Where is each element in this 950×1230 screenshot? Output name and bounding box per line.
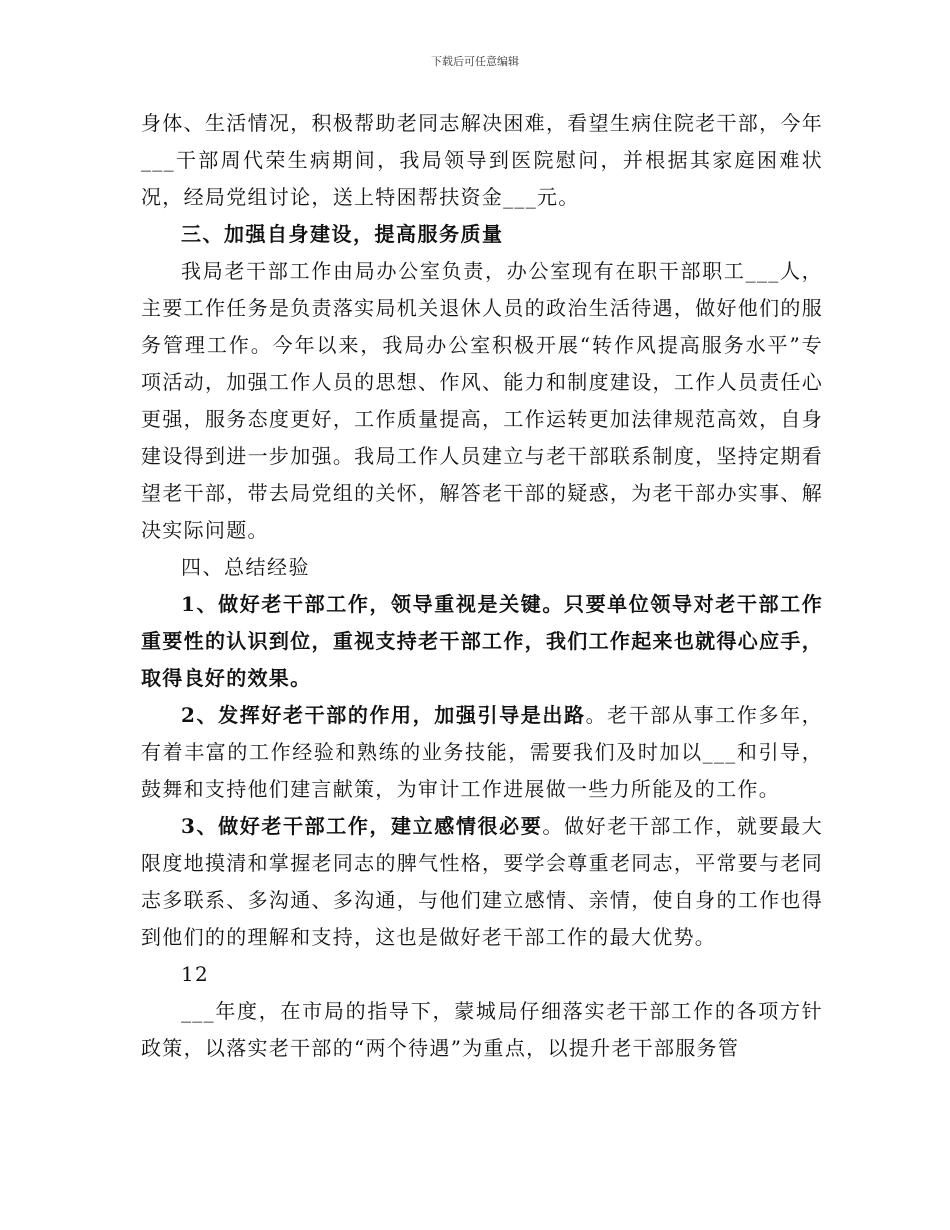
paragraph-annual-summary: ___年度，在市局的指导下，蒙城局仔细落实老干部工作的各项方针政策，以落实老干部的“两个待遇”为重点，以提升老干部服务管 <box>141 999 823 1060</box>
experience-item-3 <box>141 808 823 956</box>
experience-item-2-body: 。老干部从事工作多年，有着丰富的工作经验和熟练的业务技能，需要我们及时加以___和引导，鼓舞和支持他们建言献策，为审计工作进展做一些力所能及的工作。 <box>141 703 823 801</box>
paragraph-continuation: 身体、生活情况，积极帮助老同志解决困难，看望生病住院老干部，今年___干部周代荣生病期间，我局领导到医院慰问，并根据其家庭困难状况，经局党组讨论，送上特困帮扶资金___元。 <box>141 111 823 209</box>
document-body <box>141 105 823 1067</box>
experience-item-3-body: 。做好老干部工作，就要最大限度地摸清和掌握老同志的脾气性格，要学会尊重老同志，平常要与老同志多联系、多沟通、多沟通，与他们建立感情、亲情，使自身的工作也得到他们的的理解和支持，这也是做好老干部工作的最大优势。 <box>141 814 823 949</box>
page-header-caption: 下载后可任意编辑 <box>431 55 519 68</box>
section-heading-4: 四、总结经验 <box>181 555 310 579</box>
experience-item-1: 1、做好老干部工作，领导重视是关键。只要单位领导对老干部工作重要性的认识到位，重视支持老干部工作，我们工作起来也就得心应手，取得良好的效果。 <box>141 592 823 690</box>
experience-item-2 <box>141 697 823 808</box>
section-number: 12 <box>181 962 210 986</box>
paragraph-self-construction: 我局老干部工作由局办公室负责，办公室现有在职干部职工___人，主要工作任务是负责落实局机关退休人员的政治生活待遇，做好他们的服务管理工作。今年以来，我局办公室积极开展“转作风提高服务水平”专项活动，加强工作人员的思想、作风、能力和制度建设，工作人员责任心更强，服务态度更好，工作质量提高，工作运转更加法律规范高效，自身建设得到进一步加强。我局工作人员建立与老干部联系制度，坚持定期看望老干部，带去局党组的关怀，解答老干部的疑惑，为老干部办实事、解决实际问题。 <box>141 259 823 542</box>
experience-item-3-lead: 3、做好老干部工作，建立感情很必要 <box>181 814 543 838</box>
section-heading-3: 三、加强自身建设，提高服务质量 <box>181 222 504 246</box>
experience-item-2-lead: 2、发挥好老干部的作用，加强引导是出路 <box>181 703 586 727</box>
